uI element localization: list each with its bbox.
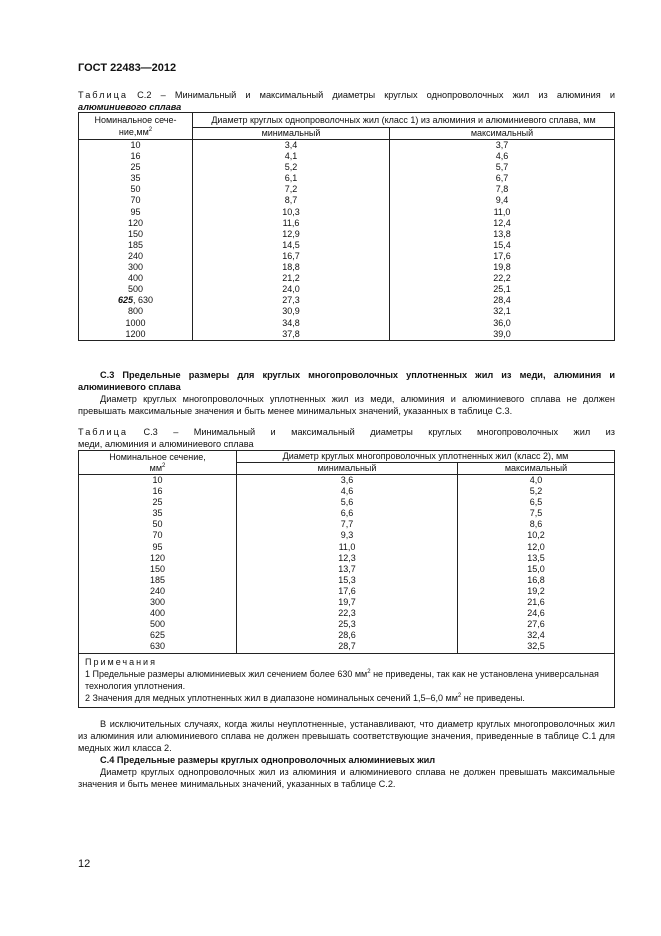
cell-max: 28,4 [390, 295, 615, 306]
table-c2-caption [78, 89, 615, 113]
table-row [79, 329, 615, 341]
table-row [79, 553, 615, 564]
cell-max: 7,8 [390, 184, 615, 195]
cell-min: 13,7 [237, 564, 458, 575]
cell-section: 500 [79, 284, 193, 295]
cell-section: 95 [79, 542, 237, 553]
table-row [79, 530, 615, 541]
cell-section: 400 [79, 608, 237, 619]
table-row [79, 184, 615, 195]
cell-section: 240 [79, 586, 237, 597]
table-row [79, 619, 615, 630]
cell-min: 4,1 [193, 151, 390, 162]
table-row [79, 140, 615, 152]
cell-min: 5,2 [193, 162, 390, 173]
note-2: 2 Значения для медных уплотненных жил в диапазоне номинальных сечений 1,5–6,0 $мм^2$ не приведены. [85, 692, 525, 703]
cell-max: 19,8 [390, 262, 615, 273]
cell-min: 17,6 [237, 586, 458, 597]
cell-section: 16 [79, 486, 237, 497]
table-row [79, 630, 615, 641]
cell-max: 36,0 [390, 318, 615, 329]
cell-max: 9,4 [390, 195, 615, 206]
cell-min: 12,3 [237, 553, 458, 564]
cell-min: 3,4 [193, 140, 390, 152]
cell-min: 19,7 [237, 597, 458, 608]
cell-min: 28,6 [237, 630, 458, 641]
cell-section: 25 [79, 162, 193, 173]
cell-max: 12,0 [458, 542, 615, 553]
cell-min: 5,6 [237, 497, 458, 508]
cell-min: 22,3 [237, 608, 458, 619]
table-row [79, 162, 615, 173]
table-row [79, 284, 615, 295]
cell-section: 625 [79, 630, 237, 641]
cell-max: 25,1 [390, 284, 615, 295]
table-row [79, 318, 615, 329]
cell-min: 3,6 [237, 475, 458, 487]
table-row [79, 240, 615, 251]
cell-min: 21,2 [193, 273, 390, 284]
cell-min: 7,2 [193, 184, 390, 195]
cell-section: 500 [79, 619, 237, 630]
cell-section: 800 [79, 306, 193, 317]
cell-max: 12,4 [390, 218, 615, 229]
page-number: 12 [78, 858, 91, 870]
cell-max: 24,6 [458, 608, 615, 619]
section-c3-text: Диаметр круглых многопроволочных уплотненных жил из меди, алюминия и алюминиевого сплава не должен превышать максимальные значения и быть менее минимальных значений, указанных в таблице С.3. [78, 394, 615, 416]
cell-min: 24,0 [193, 284, 390, 295]
paragraph-exceptional: В исключительных случаях, когда жилы неуплотненные, устанавливают, что диаметр круглых многопроволочных жил из алюминия или алюминиевого сплава не должен превышать соответствующие значения, приведенные в таблице С.1 для медных жил класса 2. [78, 719, 615, 753]
cell-max: 15,4 [390, 240, 615, 251]
column-group-header: Диаметр круглых многопроволочных уплотненных жил (класс 2), мм [237, 451, 615, 463]
column-group-header: Диаметр круглых однопроволочных жил (класс 1) из алюминия и алюминиевого сплава, мм [193, 113, 615, 128]
cell-section: 150 [79, 229, 193, 240]
section-c4-text: Диаметр круглых однопроволочных жил из алюминия и алюминиевого сплава не должен превышать максимальные значения и быть менее минимальных значений, указанных в таблице С.2. [78, 767, 615, 789]
table-row [79, 608, 615, 619]
cell-section: 70 [79, 530, 237, 541]
table-row [79, 306, 615, 317]
cell-max: 8,6 [458, 519, 615, 530]
cell-min: 8,7 [193, 195, 390, 206]
table-row [79, 564, 615, 575]
cell-min: 30,9 [193, 306, 390, 317]
document-title: ГОСТ 22483—2012 [78, 62, 177, 74]
cell-section: 70 [79, 195, 193, 206]
cell-min: 7,7 [237, 519, 458, 530]
table-row [79, 218, 615, 229]
cell-section: 10 [79, 475, 237, 487]
cell-section: 300 [79, 597, 237, 608]
column-header-max: максимальный [390, 128, 615, 140]
cell-max: 13,5 [458, 553, 615, 564]
table-row [79, 497, 615, 508]
cell-min: 14,5 [193, 240, 390, 251]
column-header-min: минимальный [193, 128, 390, 140]
cell-max: 3,7 [390, 140, 615, 152]
cell-min: 9,3 [237, 530, 458, 541]
cell-min: 27,3 [193, 295, 390, 306]
cell-max: 6,5 [458, 497, 615, 508]
table-row [79, 586, 615, 597]
cell-max: 21,6 [458, 597, 615, 608]
cell-min: 16,7 [193, 251, 390, 262]
cell-max: 39,0 [390, 329, 615, 341]
cell-section: 25 [79, 497, 237, 508]
table-caption-word: Таблица [78, 90, 129, 100]
table-row [79, 273, 615, 284]
cell-section: 35 [79, 508, 237, 519]
cell-section: 16 [79, 151, 193, 162]
table-row [79, 519, 615, 530]
table-row [79, 508, 615, 519]
cell-section: 1200 [79, 329, 193, 341]
cell-max: 15,0 [458, 564, 615, 575]
cell-max: 32,5 [458, 641, 615, 653]
cell-max: 11,0 [390, 207, 615, 218]
column-header-section: Номинальное сечение, $мм^2$ [79, 451, 237, 475]
cell-section: 150 [79, 564, 237, 575]
table-caption-word: Таблица [78, 427, 129, 437]
table-row [79, 575, 615, 586]
cell-min: 34,8 [193, 318, 390, 329]
table-caption-text: С.3 – Минимальный и максимальный диаметры круглых многопроволочных жил из [143, 427, 615, 437]
cell-section: 120 [79, 218, 193, 229]
cell-max: 4,0 [458, 475, 615, 487]
cell-min: 6,1 [193, 173, 390, 184]
cell-section: 300 [79, 262, 193, 273]
cell-max: 32,4 [458, 630, 615, 641]
table-notes [79, 653, 615, 707]
cell-max: 5,2 [458, 486, 615, 497]
table-caption-text: меди, алюминия и алюминиевого сплава [78, 439, 254, 449]
cell-min: 18,8 [193, 262, 390, 273]
column-header-section: Номинальное сече- $ние,мм^2$ [79, 113, 193, 140]
cell-section: 630 [79, 641, 237, 653]
section-c3-heading: С.3 Предельные размеры для круглых многопроволочных уплотненных жил из меди, алюминия и алюминиевого сплава [78, 370, 615, 392]
cell-max: 7,5 [458, 508, 615, 519]
table-caption-text: алюминиевого сплава [78, 102, 182, 112]
cell-section: 95 [79, 207, 193, 218]
cell-max: 27,6 [458, 619, 615, 630]
section-c4-heading: С.4 Предельные размеры круглых однопроволочных алюминиевых жил [100, 755, 436, 765]
cell-section: 50 [79, 519, 237, 530]
cell-max: 10,2 [458, 530, 615, 541]
table-row [79, 207, 615, 218]
cell-min: 10,3 [193, 207, 390, 218]
table-c3-caption [78, 426, 615, 450]
table-row [79, 542, 615, 553]
cell-section: 185 [79, 575, 237, 586]
cell-min: 15,3 [237, 575, 458, 586]
cell-section: 400 [79, 273, 193, 284]
table-row [79, 151, 615, 162]
table-c2 [78, 112, 615, 341]
cell-min: 4,6 [237, 486, 458, 497]
table-row [79, 195, 615, 206]
table-row [79, 251, 615, 262]
notes-title: Примечания [85, 656, 157, 667]
cell-section: 185 [79, 240, 193, 251]
cell-max: 6,7 [390, 173, 615, 184]
column-header-max: максимальный [458, 463, 615, 475]
cell-section: 625, 630 [79, 295, 193, 306]
cell-section: 240 [79, 251, 193, 262]
table-row [79, 173, 615, 184]
table-row [79, 262, 615, 273]
cell-max: 13,8 [390, 229, 615, 240]
cell-min: 28,7 [237, 641, 458, 653]
table-row [79, 486, 615, 497]
table-row [79, 641, 615, 653]
table-c3 [78, 450, 615, 708]
cell-max: 5,7 [390, 162, 615, 173]
table-caption-text: С.2 – Минимальный и максимальный диаметры круглых однопроволочных жил из алюминия и [137, 90, 615, 100]
cell-section: 50 [79, 184, 193, 195]
cell-max: 19,2 [458, 586, 615, 597]
cell-min: 11,6 [193, 218, 390, 229]
cell-max: 32,1 [390, 306, 615, 317]
cell-max: 22,2 [390, 273, 615, 284]
cell-min: 6,6 [237, 508, 458, 519]
cell-section: 120 [79, 553, 237, 564]
table-row [79, 229, 615, 240]
cell-max: 16,8 [458, 575, 615, 586]
cell-max: 4,6 [390, 151, 615, 162]
cell-max: 17,6 [390, 251, 615, 262]
column-header-min: минимальный [237, 463, 458, 475]
cell-section: 35 [79, 173, 193, 184]
cell-min: 11,0 [237, 542, 458, 553]
cell-min: 37,8 [193, 329, 390, 341]
cell-section: 10 [79, 140, 193, 152]
table-row [79, 597, 615, 608]
cell-min: 12,9 [193, 229, 390, 240]
cell-section: 1000 [79, 318, 193, 329]
note-1: 1 Предельные размеры алюминиевых жил сечением более 630 $мм^2$ не приведены, так как не установлена универсальная технология уплотнения. [85, 668, 599, 691]
table-row [79, 295, 615, 306]
table-row [79, 475, 615, 487]
cell-min: 25,3 [237, 619, 458, 630]
